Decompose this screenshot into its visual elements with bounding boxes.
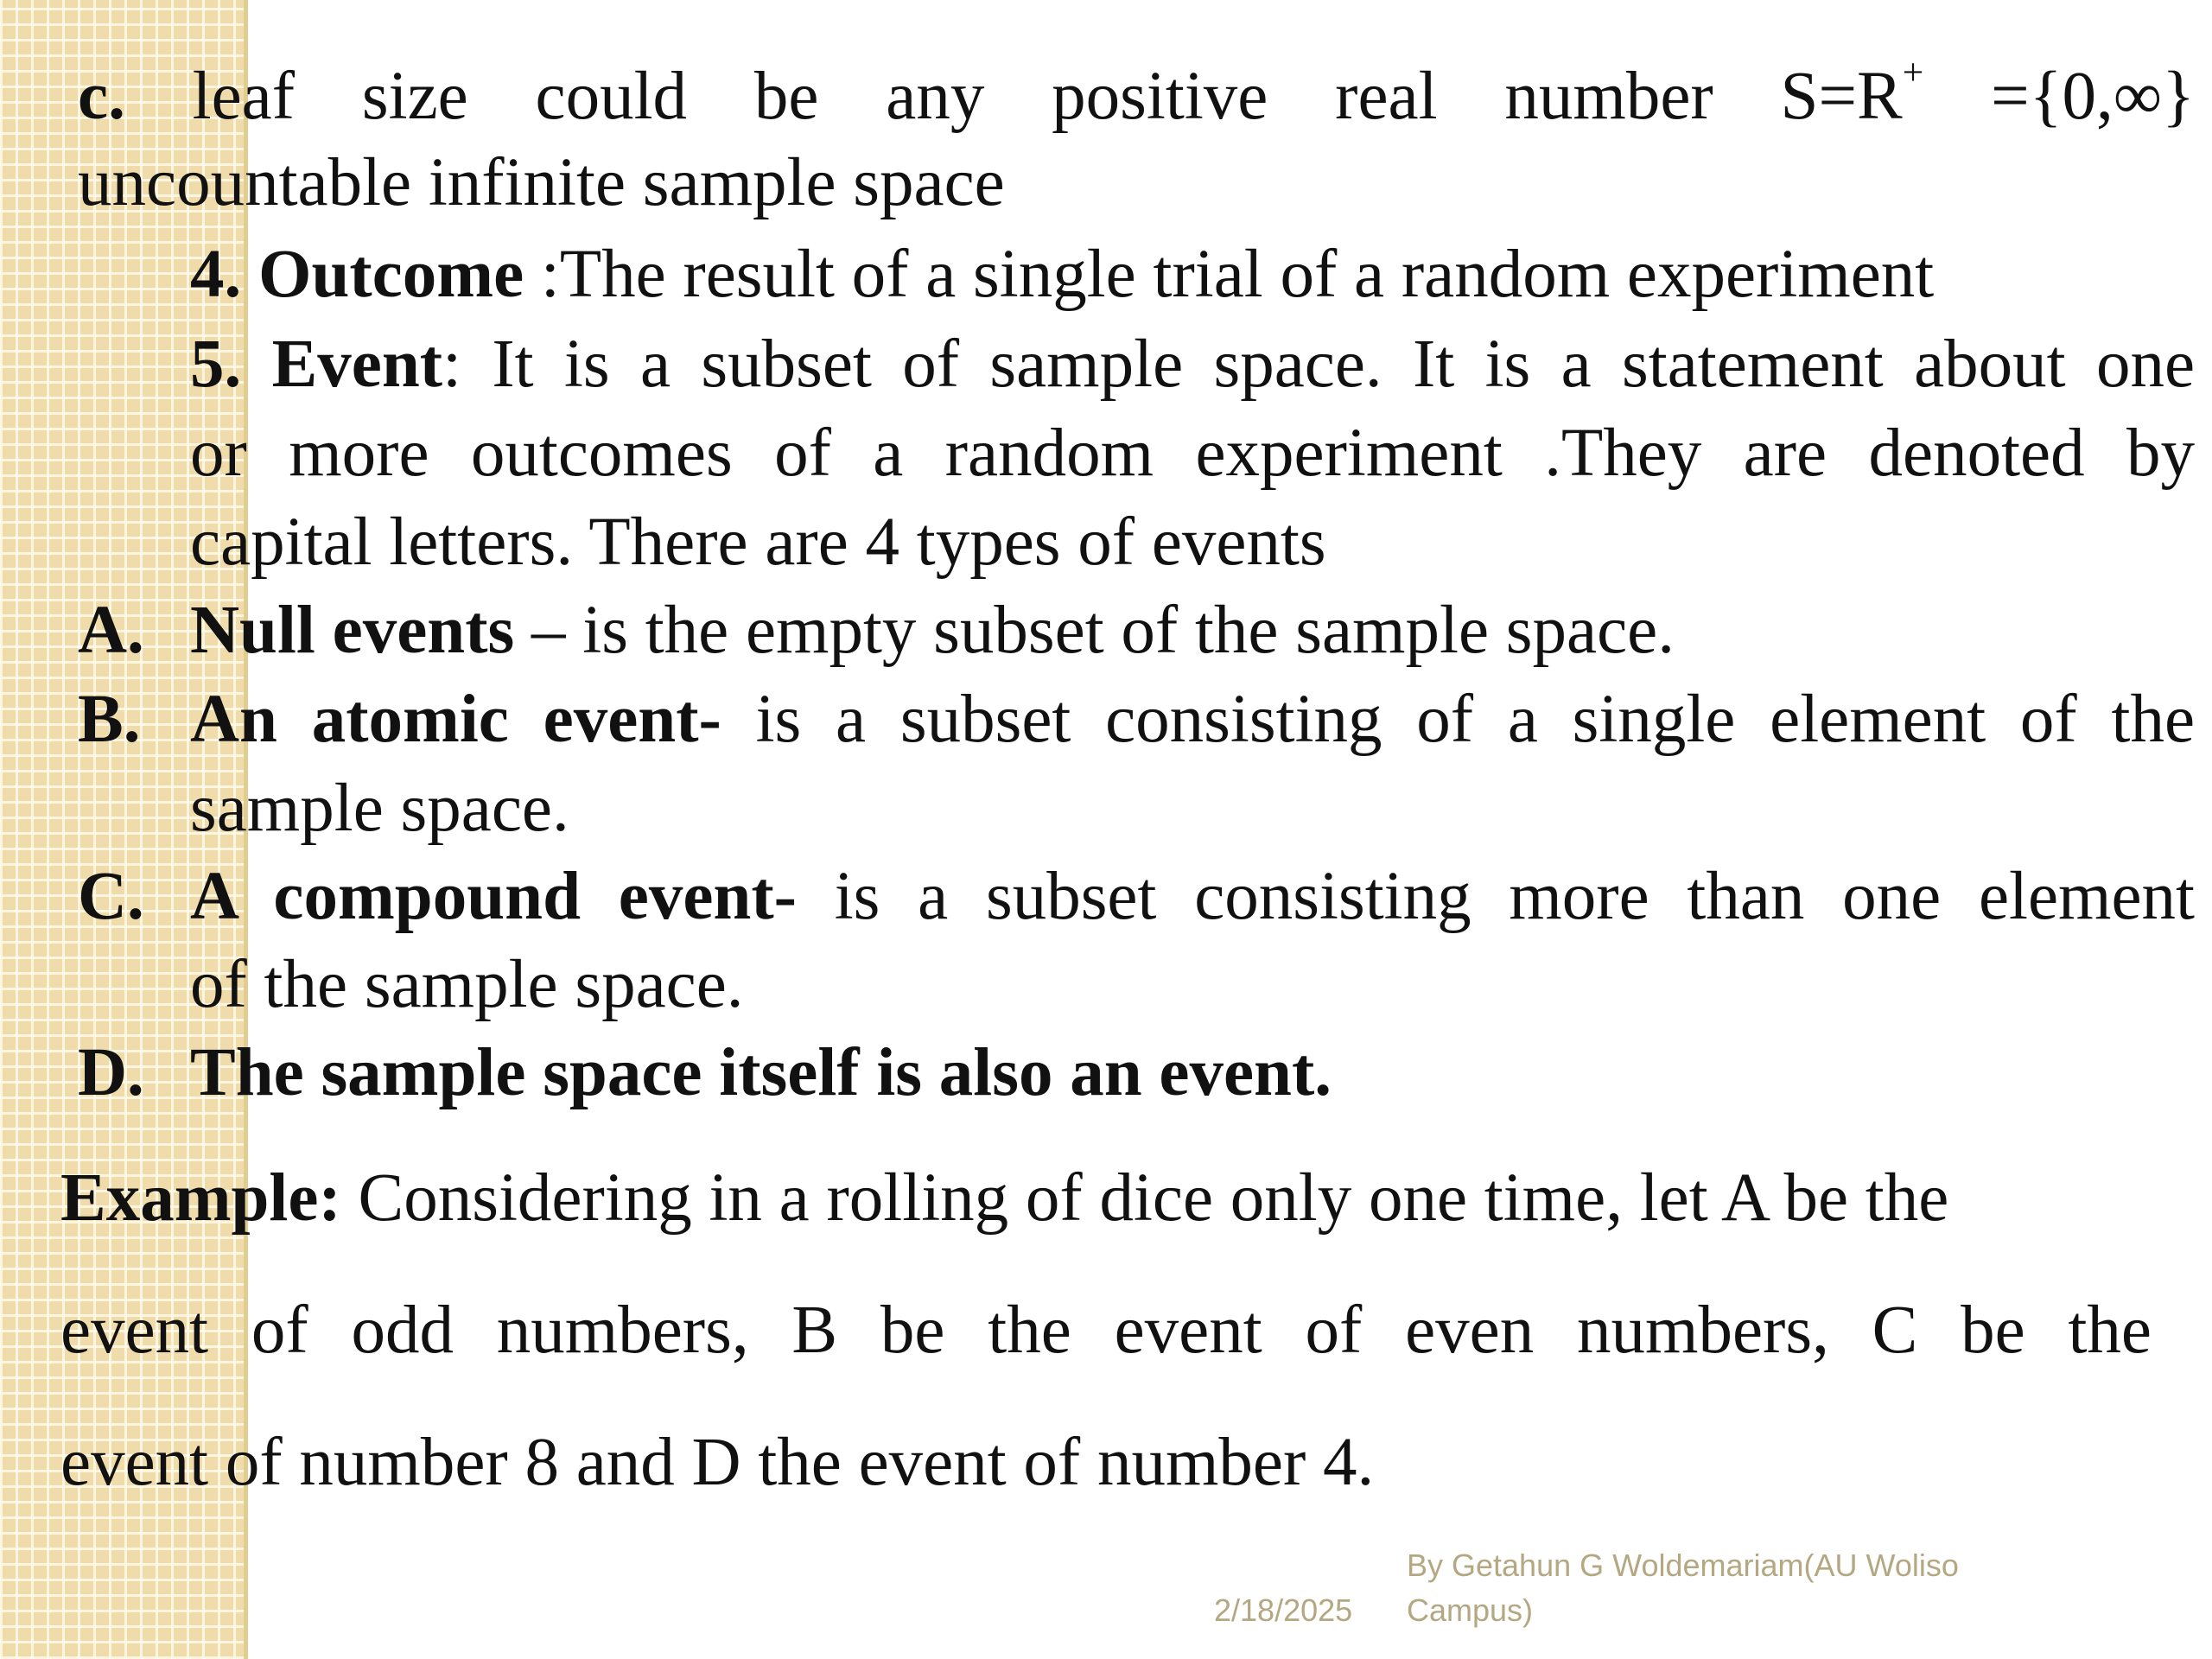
item-c-label: c.	[78, 59, 125, 134]
event-term: Event	[271, 327, 443, 402]
example-line3: event of number 8 and D the event of number 4.	[60, 1425, 1375, 1500]
event-type-d-term: The sample space itself is also an event.	[190, 1035, 1332, 1110]
item-c-superscript: +	[1902, 51, 1924, 93]
event-type-a-letter: A.	[78, 593, 144, 668]
example-line1	[60, 1155, 1948, 1242]
event-type-c	[190, 854, 2195, 940]
event-type-b-line2: sample space.	[190, 771, 569, 846]
outcome-text: :The result of a single trial of a random experiment	[540, 237, 1935, 312]
footer-author-line1: By Getahun G Woldemariam(AU Woliso	[1407, 1548, 1959, 1583]
event-type-b	[190, 677, 2195, 763]
footer-date: 2/18/2025	[1214, 1592, 1353, 1628]
event-type-a-term: Null events	[190, 593, 515, 668]
event-text-line1: : It is a subset of sample space. It is a statement about one	[442, 327, 2196, 402]
event-type-c-text: is a subset consisting more than one element	[796, 859, 2195, 934]
footer-author-line2: Campus)	[1407, 1592, 1534, 1628]
item-c-line1	[78, 51, 2196, 140]
event-type-c-line2: of the sample space.	[190, 947, 744, 1022]
event-type-d	[190, 1030, 1332, 1116]
event-type-a	[190, 588, 1675, 674]
example-line2: event of odd numbers, B be the event of even numbers, C be the	[60, 1293, 2152, 1368]
outcome-definition	[190, 232, 1934, 318]
outcome-number: 4.	[190, 237, 242, 312]
event-line2: or more outcomes of a random experiment .They are denoted by	[190, 416, 2195, 491]
event-type-b-term: An atomic event-	[190, 682, 721, 757]
event-type-d-letter: D.	[78, 1035, 144, 1110]
event-number: 5.	[190, 327, 242, 402]
event-line3: capital letters. There are 4 types of events	[190, 505, 1326, 580]
event-type-b-text: is a subset consisting of a single element of the	[721, 682, 2196, 757]
outcome-term: Outcome	[258, 237, 524, 312]
item-c-line2: uncountable infinite sample space	[78, 145, 1005, 220]
example-text-line1: Considering in a rolling of dice only one time, let A be the	[340, 1160, 1949, 1236]
item-c-text: leaf size could be any positive real number S=R	[192, 59, 1903, 134]
event-type-b-letter: B.	[78, 682, 141, 757]
item-c-set: ={0,∞}	[1991, 59, 2196, 134]
event-line1	[190, 321, 2195, 408]
event-type-c-letter: C.	[78, 859, 144, 934]
event-type-c-term: A compound event-	[190, 859, 797, 934]
event-type-a-text: – is the empty subset of the sample space.	[514, 593, 1675, 668]
example-label: Example:	[60, 1160, 341, 1236]
